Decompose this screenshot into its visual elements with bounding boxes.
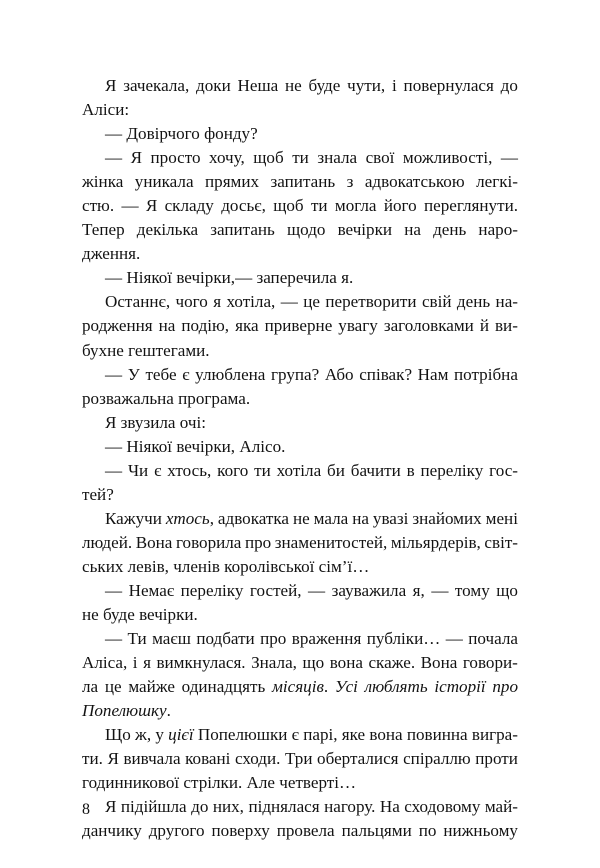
text-line xyxy=(82,459,518,483)
word: наро- xyxy=(478,220,518,240)
text-line xyxy=(82,194,518,218)
word: щодо xyxy=(286,220,326,240)
word: хотіла xyxy=(276,460,322,480)
page-number: 8 xyxy=(82,801,90,818)
word: маєш xyxy=(152,629,191,649)
word: свої xyxy=(365,148,395,168)
word: — xyxy=(105,629,123,649)
word: знайомих xyxy=(412,508,482,528)
word: — xyxy=(500,148,518,168)
text-line xyxy=(82,363,518,387)
word: У xyxy=(127,364,140,384)
word: ти xyxy=(292,148,309,168)
text-line xyxy=(82,747,518,771)
word: жінка xyxy=(82,172,124,192)
text-line xyxy=(82,627,518,651)
word: складу xyxy=(164,196,214,216)
word: потрібна xyxy=(454,364,518,384)
word: нижньому xyxy=(443,821,518,841)
word: тебе xyxy=(145,364,177,384)
word: заголовками xyxy=(383,316,474,336)
word: Немає xyxy=(128,580,175,600)
text-line: не буде вечірки. xyxy=(82,605,198,625)
word: запитань xyxy=(270,172,336,192)
word: адвокатською xyxy=(364,172,465,192)
word: враження xyxy=(291,629,362,649)
word: гос- xyxy=(489,460,518,480)
word: стю. xyxy=(82,196,115,216)
word: яка xyxy=(235,316,259,336)
text-line: тей? xyxy=(82,484,114,504)
text-line: — Довірчого фонду? xyxy=(105,124,258,144)
word: переліку xyxy=(420,460,484,480)
word: цієї xyxy=(168,725,194,745)
word: хтось, xyxy=(167,460,212,480)
text-line xyxy=(82,675,518,699)
word: — xyxy=(431,580,449,600)
word: декілька xyxy=(136,220,199,240)
word: в xyxy=(406,460,415,480)
page-body-text xyxy=(82,74,518,844)
word: я, xyxy=(412,580,425,600)
text-line xyxy=(82,314,518,338)
word: уникала xyxy=(134,172,194,192)
text-line xyxy=(82,579,518,603)
word: співак? xyxy=(359,364,413,384)
word: парі, xyxy=(303,725,338,745)
word: підійшла xyxy=(120,797,187,817)
text-line xyxy=(82,723,518,747)
word: хотіла, xyxy=(226,292,276,312)
word: Я xyxy=(105,76,117,95)
text-line: Попелюшку. xyxy=(82,701,171,721)
word: Кажучи xyxy=(105,508,162,528)
word: другого xyxy=(148,821,205,841)
word: мені xyxy=(485,508,518,528)
word: — xyxy=(105,580,123,600)
word: люблять xyxy=(364,677,428,697)
word: є xyxy=(291,725,299,745)
word: вона xyxy=(329,653,363,673)
word: людей. xyxy=(82,532,133,552)
word: Неша xyxy=(237,76,279,95)
word: пальцями xyxy=(341,821,412,841)
text-line xyxy=(82,290,518,314)
word: Попелюшки xyxy=(197,725,288,745)
word: гостей, xyxy=(249,580,302,600)
word: вигра- xyxy=(471,725,518,745)
word: чути, xyxy=(347,76,386,95)
word: вимкнулася. xyxy=(156,653,246,673)
word: публіки… xyxy=(366,629,441,649)
word: зачекала, xyxy=(123,76,190,95)
word: ж, xyxy=(135,725,152,745)
word: ковані xyxy=(185,749,231,769)
word: день xyxy=(456,292,491,312)
word: на xyxy=(158,316,176,336)
word: зауважила xyxy=(331,580,407,600)
text-line: Я звузила очі: xyxy=(105,412,206,432)
text-line: — Ніякої вечірки, Алісо. xyxy=(105,436,286,456)
word: адвокатка xyxy=(217,508,290,528)
word: говори- xyxy=(462,653,518,673)
word: що xyxy=(496,580,518,600)
word: знала xyxy=(317,148,358,168)
word: — xyxy=(121,196,139,216)
word: просто xyxy=(150,148,201,168)
word: хтось, xyxy=(165,508,214,528)
word: і xyxy=(132,653,138,673)
word: повернулася xyxy=(403,76,494,95)
word: спіраллю xyxy=(403,749,471,769)
word: Або xyxy=(324,364,354,384)
word: щоб xyxy=(273,196,304,216)
word: досьє, xyxy=(221,196,266,216)
text-line: ських левів, членів королівської сім’ї… xyxy=(82,556,370,576)
word: одинадцять xyxy=(181,677,266,697)
word: щоб xyxy=(253,148,284,168)
word: ла xyxy=(82,677,99,697)
word: і xyxy=(392,76,397,95)
word: на xyxy=(352,508,369,528)
text-line: годинникової стрілки. Але четверті… xyxy=(82,773,357,793)
word: сходовому xyxy=(404,797,481,817)
word: На xyxy=(379,797,400,817)
word: Я xyxy=(145,196,158,216)
word: на- xyxy=(495,292,518,312)
text-line: розважальна програма. xyxy=(82,388,251,408)
text-line xyxy=(82,170,518,194)
word: Аліса, xyxy=(82,653,128,673)
word: про xyxy=(260,629,287,649)
word: свій xyxy=(421,292,452,312)
word: ти xyxy=(254,460,271,480)
word: почала xyxy=(468,629,518,649)
word: бачити xyxy=(350,460,401,480)
word: Знала, xyxy=(251,653,297,673)
text-line xyxy=(82,74,518,98)
word: ви- xyxy=(494,316,518,336)
word: нагору. xyxy=(324,797,376,817)
word: до xyxy=(500,76,518,95)
word: майже xyxy=(128,677,175,697)
word: оберталися xyxy=(317,749,399,769)
word: про xyxy=(492,677,518,697)
word: — xyxy=(308,580,326,600)
text-line: бухне гештегами. xyxy=(82,340,210,360)
word: по xyxy=(418,821,437,841)
word: Я xyxy=(130,148,142,168)
word: Я xyxy=(107,749,119,769)
word: подію, xyxy=(181,316,230,336)
word: це xyxy=(303,292,320,312)
word: — xyxy=(280,292,298,312)
word: — xyxy=(105,460,123,480)
text-line xyxy=(82,819,518,843)
word: перетворити xyxy=(325,292,417,312)
word: переліку xyxy=(180,580,244,600)
word: Я xyxy=(105,797,117,817)
word: приверне xyxy=(264,316,333,336)
text-line xyxy=(82,651,518,675)
word: я xyxy=(213,292,222,312)
word: й xyxy=(479,316,489,336)
word: про xyxy=(244,532,272,552)
word: них, xyxy=(212,797,244,817)
word: — xyxy=(105,364,123,384)
word: не xyxy=(292,508,310,528)
word: що xyxy=(302,653,325,673)
word: Вона xyxy=(420,653,458,673)
text-line: — Ніякої вечірки,— заперечила я. xyxy=(105,268,354,288)
word: ти. xyxy=(82,749,103,769)
word: мала xyxy=(313,508,349,528)
word: сходи. xyxy=(234,749,281,769)
word: проти xyxy=(475,749,518,769)
text-line xyxy=(82,507,518,531)
text-line xyxy=(82,531,518,555)
word: вивчала xyxy=(123,749,181,769)
word: Нам xyxy=(417,364,449,384)
word: Три xyxy=(284,749,313,769)
word: родження xyxy=(82,316,153,336)
word: світ- xyxy=(484,532,518,552)
word: говорила xyxy=(175,532,242,552)
word: можливості, xyxy=(402,148,493,168)
word: день xyxy=(433,220,467,240)
word: є xyxy=(182,364,190,384)
word: прямих xyxy=(205,172,260,192)
word: кого xyxy=(217,460,249,480)
text-line: Аліси: xyxy=(82,100,130,120)
word: Тепер xyxy=(82,220,125,240)
word: улюблена xyxy=(195,364,266,384)
word: провела xyxy=(276,821,335,841)
word: не xyxy=(285,76,302,95)
word: чого xyxy=(175,292,208,312)
word: Що xyxy=(105,725,131,745)
word: поверху xyxy=(211,821,270,841)
word: мільярдерів, xyxy=(390,532,481,552)
word: — xyxy=(105,148,123,168)
word: історії xyxy=(434,677,486,697)
word: скаже. xyxy=(368,653,416,673)
word: піднялася xyxy=(248,797,320,817)
word: я xyxy=(143,653,151,673)
word: доки xyxy=(196,76,231,95)
word: би xyxy=(327,460,345,480)
word: знаменитостей, xyxy=(274,532,388,552)
word: переглянути. xyxy=(424,196,518,216)
word: Усі xyxy=(334,677,358,697)
word: яке xyxy=(341,725,366,745)
text-line xyxy=(82,795,518,819)
word: до xyxy=(191,797,209,817)
word: Останнє, xyxy=(105,292,171,312)
word: Чи xyxy=(127,460,149,480)
word: вона xyxy=(369,725,403,745)
word: увазі xyxy=(372,508,409,528)
word: з xyxy=(346,172,354,192)
word: вечірки xyxy=(337,220,393,240)
text-line xyxy=(82,146,518,170)
word: місяців. xyxy=(271,677,329,697)
word: на xyxy=(404,220,421,240)
word: май- xyxy=(484,797,518,817)
text-line xyxy=(82,218,518,242)
word: повинна xyxy=(406,725,468,745)
word: у xyxy=(155,725,164,745)
word: ти xyxy=(310,196,328,216)
word: запитань xyxy=(210,220,275,240)
word: хочу, xyxy=(209,148,245,168)
word: це xyxy=(104,677,122,697)
text-line: дження. xyxy=(82,244,141,264)
word: група? xyxy=(271,364,320,384)
word: Вона xyxy=(135,532,173,552)
word: його xyxy=(383,196,417,216)
word: могла xyxy=(334,196,377,216)
word: тому xyxy=(454,580,490,600)
word: легкі- xyxy=(476,172,518,192)
word: данчику xyxy=(82,821,142,841)
word: — xyxy=(445,629,463,649)
word: є xyxy=(154,460,162,480)
word: подбати xyxy=(196,629,255,649)
word: буде xyxy=(308,76,341,95)
word: увагу xyxy=(338,316,378,336)
word: Ти xyxy=(127,629,147,649)
